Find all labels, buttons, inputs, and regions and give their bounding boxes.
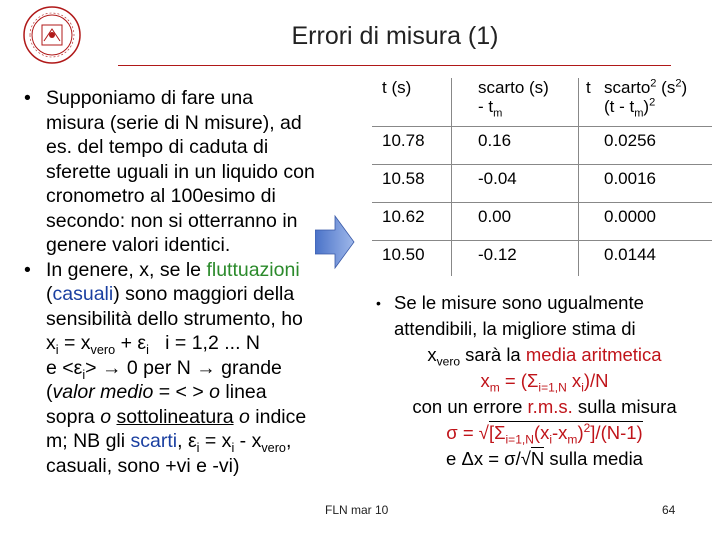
text: indice <box>249 405 307 428</box>
subscript: vero <box>436 354 461 369</box>
b2-line <box>46 282 380 307</box>
header-deviation <box>460 78 586 126</box>
text: i = 1,2 ... N <box>148 332 260 354</box>
cell-spacer <box>586 126 598 164</box>
text: t <box>586 78 591 97</box>
text: ]/(N-1) <box>590 422 643 443</box>
cell-t: 10.58 <box>382 169 425 188</box>
text: con un errore <box>412 396 528 417</box>
b2-line: sensibilità dello strumento, ho <box>46 307 303 330</box>
text: = x <box>58 332 91 354</box>
header-sq-deviation <box>598 78 716 126</box>
text: )/N <box>583 370 609 391</box>
table-row <box>372 240 716 278</box>
cell-spacer <box>586 240 598 278</box>
cell-spacer <box>586 202 598 240</box>
b2-line <box>46 380 380 405</box>
page-number: 64 <box>662 503 676 517</box>
superscript: 2 <box>649 96 656 109</box>
cell-sq-deviation: 0.0144 <box>604 245 656 264</box>
arithmetic-mean-term: media aritmetica <box>525 344 662 365</box>
text: ) <box>577 422 584 443</box>
text: ) sono maggiori della <box>113 283 295 305</box>
cell-spacer <box>586 164 598 202</box>
subscript: i=1,N <box>538 380 567 395</box>
subscript: i <box>549 432 552 447</box>
bullet-2 <box>20 258 380 479</box>
subscript: vero <box>90 342 116 357</box>
b2-line <box>46 405 380 430</box>
r-line: • Se le misure sono ugualmente <box>372 290 717 316</box>
text: = (Σ <box>499 370 539 391</box>
text: ) <box>681 78 688 97</box>
fluctuations-term: fluttuazioni <box>206 258 300 281</box>
text: sarà la <box>460 344 526 365</box>
b2-line <box>46 429 380 454</box>
text: √ <box>478 422 489 443</box>
subscript: i <box>82 367 86 382</box>
b1-line: secondo: non si otterranno in <box>46 209 298 232</box>
sqrt-body <box>488 420 643 447</box>
cell-t: 10.78 <box>382 131 425 150</box>
subscript: i=1,N <box>505 432 534 447</box>
r-line <box>372 342 717 368</box>
b1-line: genere valori identici. <box>46 234 231 256</box>
superscript: 2 <box>650 77 657 90</box>
text: valor medio <box>52 381 154 403</box>
text: In genere, x, se le <box>46 258 207 281</box>
r-line <box>372 446 717 472</box>
text: ( <box>46 283 53 305</box>
text: - x <box>234 430 262 452</box>
subscript: i <box>196 440 200 455</box>
text: , ε <box>177 430 197 452</box>
text: > → 0 per N → grande <box>85 356 282 379</box>
text: e Δx = σ/ <box>446 448 521 469</box>
text: , <box>285 430 292 452</box>
text: sopra <box>46 405 101 428</box>
b1-line: misura (serie di N misure), ad <box>46 111 302 134</box>
sqrt-body: N <box>530 448 545 469</box>
text: √ <box>520 448 531 469</box>
subscript: m <box>634 107 644 120</box>
r-line <box>372 394 717 420</box>
text: ) <box>643 97 650 116</box>
text: (x <box>533 422 550 443</box>
cell-t: 10.62 <box>382 207 425 226</box>
cell-deviation: 0.16 <box>478 131 512 150</box>
subscript: i <box>146 342 149 357</box>
subscript: m <box>489 380 500 395</box>
cell-deviation: 0.00 <box>478 207 512 226</box>
text: (t - t <box>604 97 635 116</box>
text: x <box>480 370 490 391</box>
text: t (s) <box>382 78 412 97</box>
text: = < > <box>153 381 210 403</box>
text: x <box>427 344 437 365</box>
header-t <box>372 78 460 126</box>
rms-term: r.m.s. <box>527 396 573 417</box>
cell-deviation: -0.12 <box>478 245 517 264</box>
cell-sq-deviation: 0.0000 <box>604 207 656 226</box>
text: sulla misura <box>572 396 677 417</box>
subscript: i <box>55 342 59 357</box>
b1-line: • Supponiamo di fare una <box>46 87 254 109</box>
title-divider <box>118 65 671 66</box>
text: o <box>209 381 220 403</box>
cell-sq-deviation: 0.0016 <box>604 169 656 188</box>
measurements-table <box>372 78 716 278</box>
text: ( <box>46 381 53 403</box>
text: e <ε <box>46 356 83 379</box>
r-line: attendibili, la migliore stima di <box>394 318 636 339</box>
table-row <box>372 126 716 164</box>
text: x <box>566 370 582 391</box>
table-row <box>372 164 716 202</box>
cell-deviation: -0.04 <box>478 169 517 188</box>
text: o <box>238 405 250 428</box>
text: = x <box>199 430 232 452</box>
text: sottolineatura <box>116 405 234 428</box>
text: sulla media <box>544 448 643 469</box>
text: linea <box>220 381 267 403</box>
left-text <box>20 86 380 478</box>
text: x <box>46 332 56 354</box>
b2-line: casuali, sono +vi e -vi) <box>46 454 240 477</box>
b1-line: cronometro al 100esimo di <box>46 185 276 207</box>
superscript: 2 <box>583 420 591 435</box>
subscript: m <box>567 432 578 447</box>
slide-title: Errori di misura (1) <box>291 22 499 50</box>
subscript: i <box>581 380 584 395</box>
b2-line <box>46 331 380 356</box>
deviations-term: scarti <box>130 430 178 452</box>
r-line <box>372 420 717 446</box>
cell-t: 10.50 <box>382 245 425 264</box>
text: σ = <box>446 422 479 443</box>
subscript: m <box>493 107 503 120</box>
superscript: 2 <box>675 77 682 90</box>
right-arrow-icon <box>315 214 355 270</box>
text: o <box>100 405 112 428</box>
table-header-row <box>372 78 716 126</box>
text: [Σ <box>488 422 506 443</box>
text: -x <box>552 422 568 443</box>
text: + ε <box>115 332 147 354</box>
random-term: casuali <box>52 283 114 305</box>
text: - t <box>478 97 494 116</box>
subscript: vero <box>261 440 286 455</box>
right-text <box>372 290 717 472</box>
subscript: i <box>231 440 235 455</box>
b1-line: es. del tempo di caduta di <box>46 136 269 158</box>
footer-text: FLN mar 10 <box>325 503 389 517</box>
header-t-fragment <box>586 78 598 126</box>
b1-line: sferette uguali in un liquido con <box>46 160 315 183</box>
b2-line <box>46 356 380 381</box>
text: scarto <box>604 78 651 97</box>
text: m; NB gli <box>46 430 131 452</box>
r-line <box>372 368 717 394</box>
text: scarto (s) <box>478 78 549 97</box>
cell-sq-deviation: 0.0256 <box>604 131 656 150</box>
text: (s <box>656 78 676 97</box>
table-row <box>372 202 716 240</box>
